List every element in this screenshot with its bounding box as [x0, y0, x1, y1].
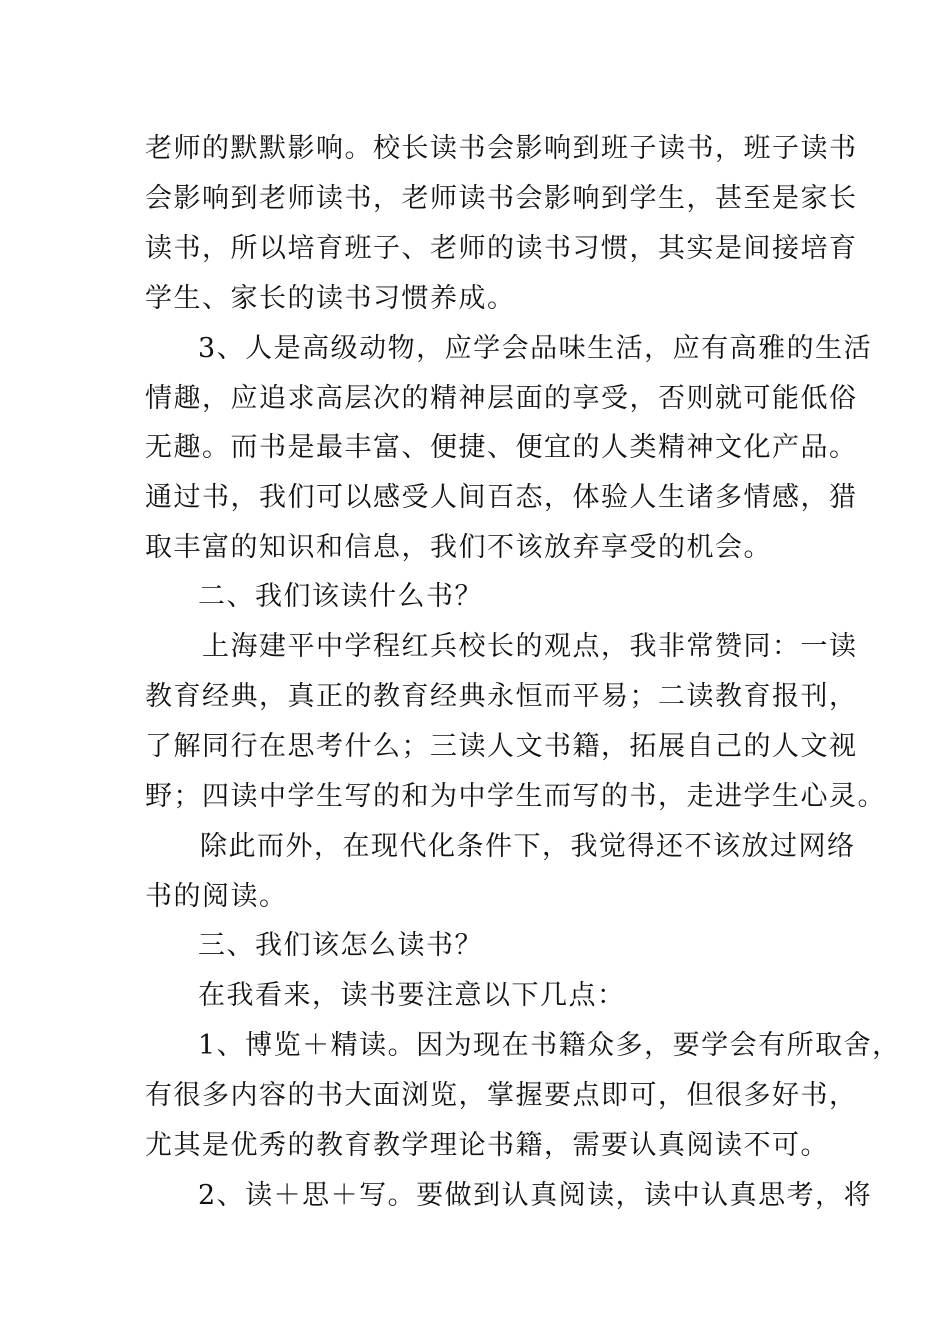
text-line: 书的阅读。 — [145, 881, 288, 912]
text-line: 有很多内容的书大面浏览，掌握要点即可，但很多好书， — [145, 1080, 858, 1111]
text-line: 会影响到老师读书，老师读书会影响到学生，甚至是家长 — [145, 183, 858, 214]
text-line: 了解同行在思考什么；三读人文书籍，拓展自己的人文视 — [145, 731, 858, 762]
text-line: 除此而外，在现代化条件下，我觉得还不该放过网络 — [200, 831, 856, 862]
text-line: 取丰富的知识和信息，我们不该放弃享受的机会。 — [145, 532, 772, 563]
text-line: 学生、家长的读书习惯养成。 — [145, 283, 516, 314]
section-heading: 三、我们该怎么读书？ — [198, 930, 483, 961]
text-line: 无趣。而书是最丰富、便捷、便宜的人类精神文化产品。 — [145, 432, 858, 463]
text-line: 尤其是优秀的教育教学理论书籍，需要认真阅读不可。 — [145, 1130, 829, 1161]
text-line: 情趣，应追求高层次的精神层面的享受，否则就可能低俗 — [145, 383, 858, 414]
text-line: 在我看来，读书要注意以下几点： — [198, 980, 626, 1011]
text-line: 读书，所以培育班子、老师的读书习惯，其实是间接培育 — [145, 233, 858, 264]
section-heading: 二、我们该读什么书？ — [198, 581, 483, 612]
text-line: 老师的默默影响。校长读书会影响到班子读书，班子读书 — [145, 133, 858, 164]
text-line: 3、人是高级动物，应学会品味生活，应有高雅的生活 — [198, 333, 873, 364]
text-line: 2、读＋思＋写。要做到认真阅读，读中认真思考，将 — [198, 1180, 873, 1211]
text-line: 上海建平中学程红兵校长的观点，我非常赞同：一读 — [202, 631, 858, 662]
text-line: 通过书，我们可以感受人间百态，体验人生诸多情感，猎 — [145, 482, 858, 513]
text-line: 教育经典，真正的教育经典永恒而平易；二读教育报刊， — [145, 681, 858, 712]
text-line: 野；四读中学生写的和为中学生而写的书，走进学生心灵。 — [145, 781, 886, 812]
text-line: 1、博览＋精读。因为现在书籍众多，要学会有所取舍， — [198, 1030, 901, 1061]
